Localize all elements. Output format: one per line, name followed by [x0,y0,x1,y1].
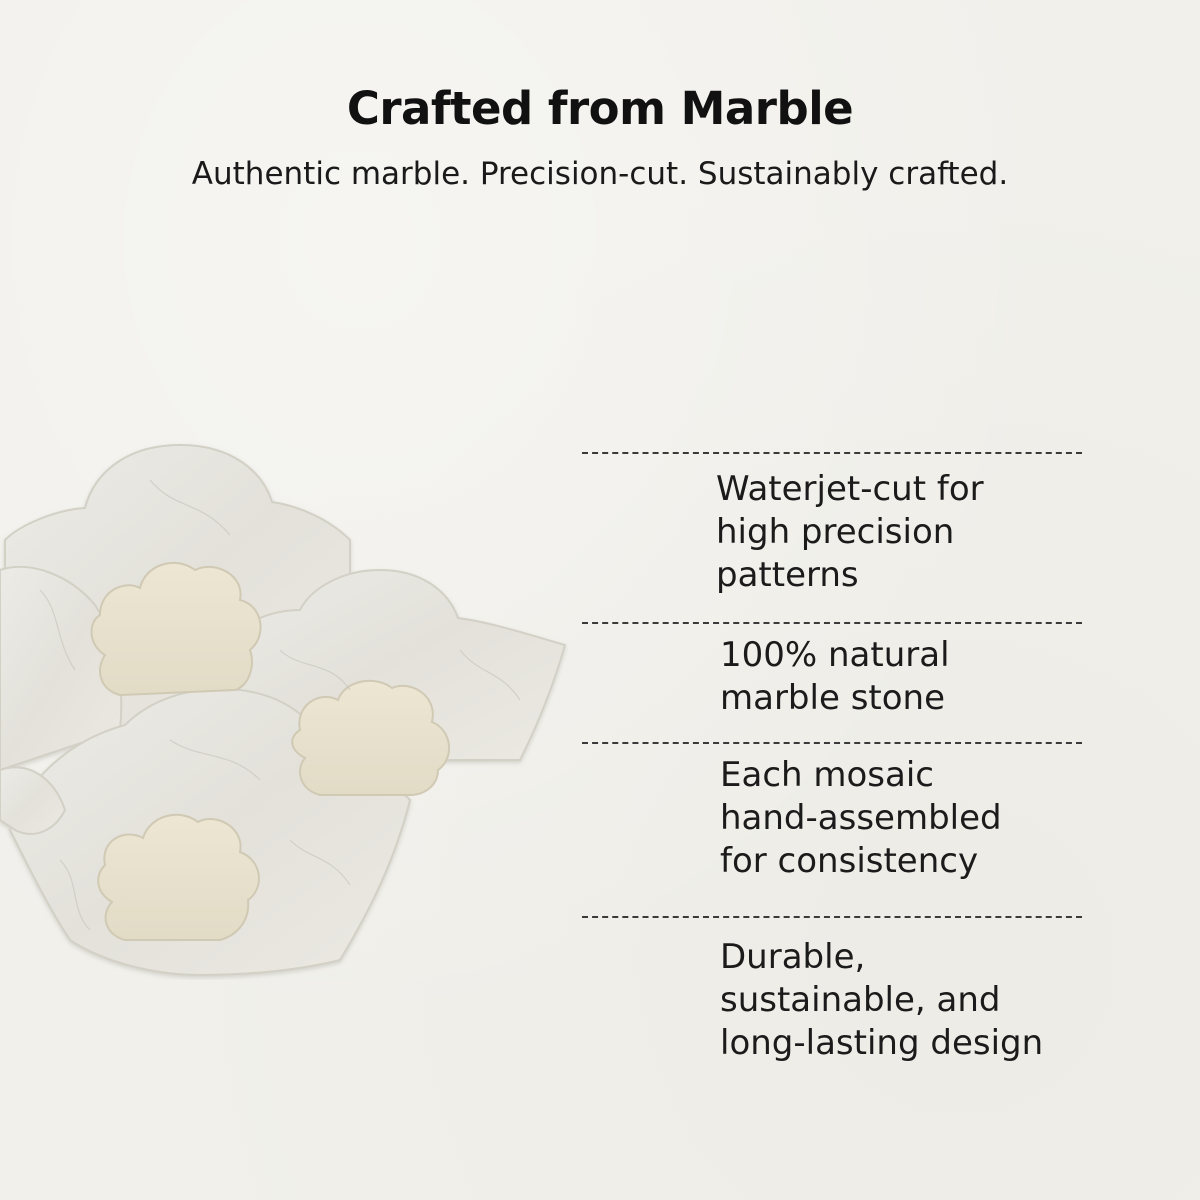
feature-item-hand-assembled: Each mosaic hand-assembled for consistency [720,755,1002,881]
feature-item-waterjet: Waterjet-cut for high precision patterns [716,469,984,595]
page-subtitle: Authentic marble. Precision-cut. Sustainably crafted. [191,156,1009,192]
marble-inset-tile [292,681,449,795]
dashed-divider [582,742,1082,744]
feature-list [582,452,1082,1072]
marble-mosaic-image [0,440,580,980]
feature-item-natural-stone: 100% natural marble stone [720,635,950,718]
dashed-divider [582,622,1082,624]
page-title: Crafted from Marble [346,82,854,135]
feature-item-durable: Durable, sustainable, and long-lasting design [720,937,1044,1063]
dashed-divider [582,452,1082,454]
dashed-divider [582,916,1082,918]
